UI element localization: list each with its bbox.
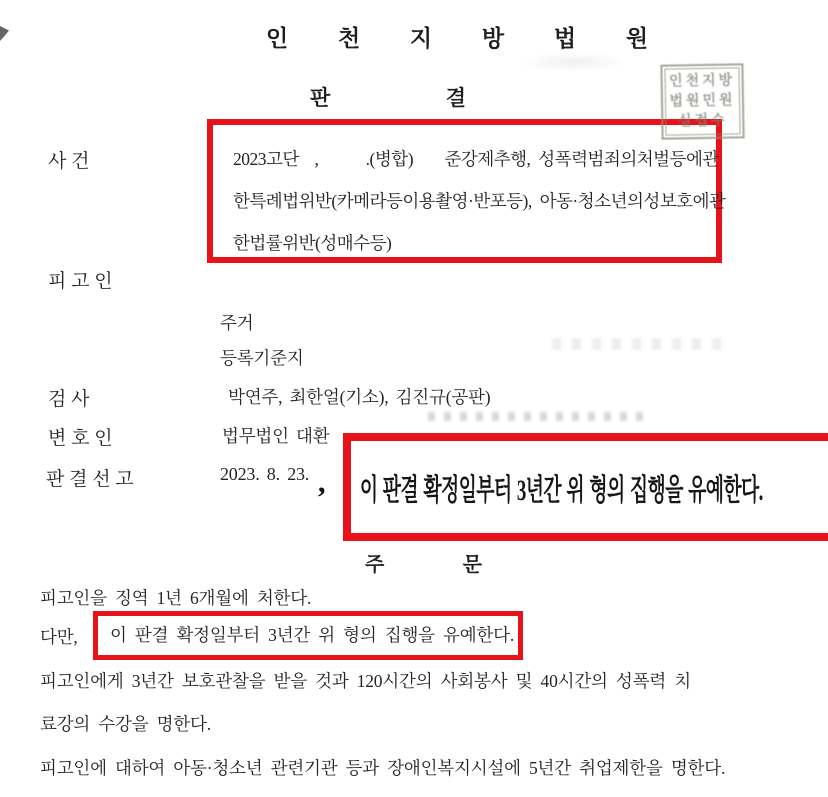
field-label-prosecutor <box>48 384 158 411</box>
magnified-callout-text: 이 판결 확정일부터 3년간 위 형의 집행을 유예한다. <box>359 474 763 507</box>
field-label-case <box>48 146 158 173</box>
stamp-row: 법원민원 <box>669 93 736 110</box>
annotation-box-magnified-callout <box>343 433 828 541</box>
case-line-1: 2023고단 , .(병합) 준강제추행, 성폭력범죄의처벌등에관 <box>233 149 719 169</box>
court-seal-stamp <box>660 63 744 139</box>
case-line-3: 한법률위반(성매수등) <box>233 233 392 253</box>
disposition-line-2-prefix: 다만, <box>40 627 78 647</box>
court-seal-stamp-inner <box>664 67 740 135</box>
field-label-prosecutor-text: 검 사 <box>48 389 90 410</box>
annotation-box-suspension <box>93 611 523 660</box>
field-label-sentencing-date <box>46 464 170 491</box>
redacted-smudge <box>428 412 643 421</box>
court-name: 인 천 지 방 법 원 <box>266 26 671 51</box>
disposition-line-5: 피고인에 대하여 아동·청소년 관련기관 등과 장애인복지시설에 5년간 취업제한을 명한다. <box>40 758 726 778</box>
stamp-row: 인천지방 <box>668 73 736 90</box>
field-label-case-text: 사 건 <box>48 151 90 172</box>
disposition-heading-second: 문 <box>462 554 482 576</box>
sentencing-date-value: 2023. 8. 23. <box>220 464 310 484</box>
scan-speck <box>0 26 9 41</box>
disposition-line-3: 피고인에게 3년간 보호관찰을 받을 것과 120시간의 사회봉사 및 40시간의 성폭력 치 <box>40 671 691 691</box>
judgment-title-second: 결 <box>445 86 466 110</box>
stamp-row: 실접수 <box>677 113 728 130</box>
redacted-smudge-light <box>552 338 732 350</box>
defense-counsel-value: 법무법인 대환 <box>222 426 330 446</box>
prosecutor-value: 박연주, 최한얼(기소), 김진규(공판) <box>228 387 491 407</box>
field-label-defense-counsel <box>48 423 158 450</box>
callout-leading-comma: , <box>318 466 326 499</box>
scan-smudge-top <box>518 52 628 72</box>
field-label-sentencing-date-text: 판 결 선 고 <box>46 469 134 490</box>
judgment-title-first: 판 <box>310 86 331 110</box>
field-label-defendant <box>48 266 158 293</box>
field-label-defendant-text: 피 고 인 <box>48 271 113 292</box>
field-registered-address: 등록기준지 <box>220 348 304 368</box>
field-residence: 주거 <box>220 313 254 333</box>
disposition-heading-first: 주 <box>365 554 385 576</box>
case-line-2: 한특례법위반(카메라등이용촬영·반포등), 아동·청소년의성보호에관 <box>233 191 726 211</box>
disposition-line-4: 료강의 수강을 명한다. <box>40 714 211 734</box>
field-label-defense-counsel-text: 변 호 인 <box>48 428 113 449</box>
disposition-line-2-boxed: 이 판결 확정일부터 3년간 위 형의 집행을 유예한다. <box>110 625 515 645</box>
disposition-heading <box>365 548 482 577</box>
judgment-title <box>310 82 466 112</box>
disposition-line-1: 피고인을 징역 1년 6개월에 처한다. <box>40 588 312 608</box>
